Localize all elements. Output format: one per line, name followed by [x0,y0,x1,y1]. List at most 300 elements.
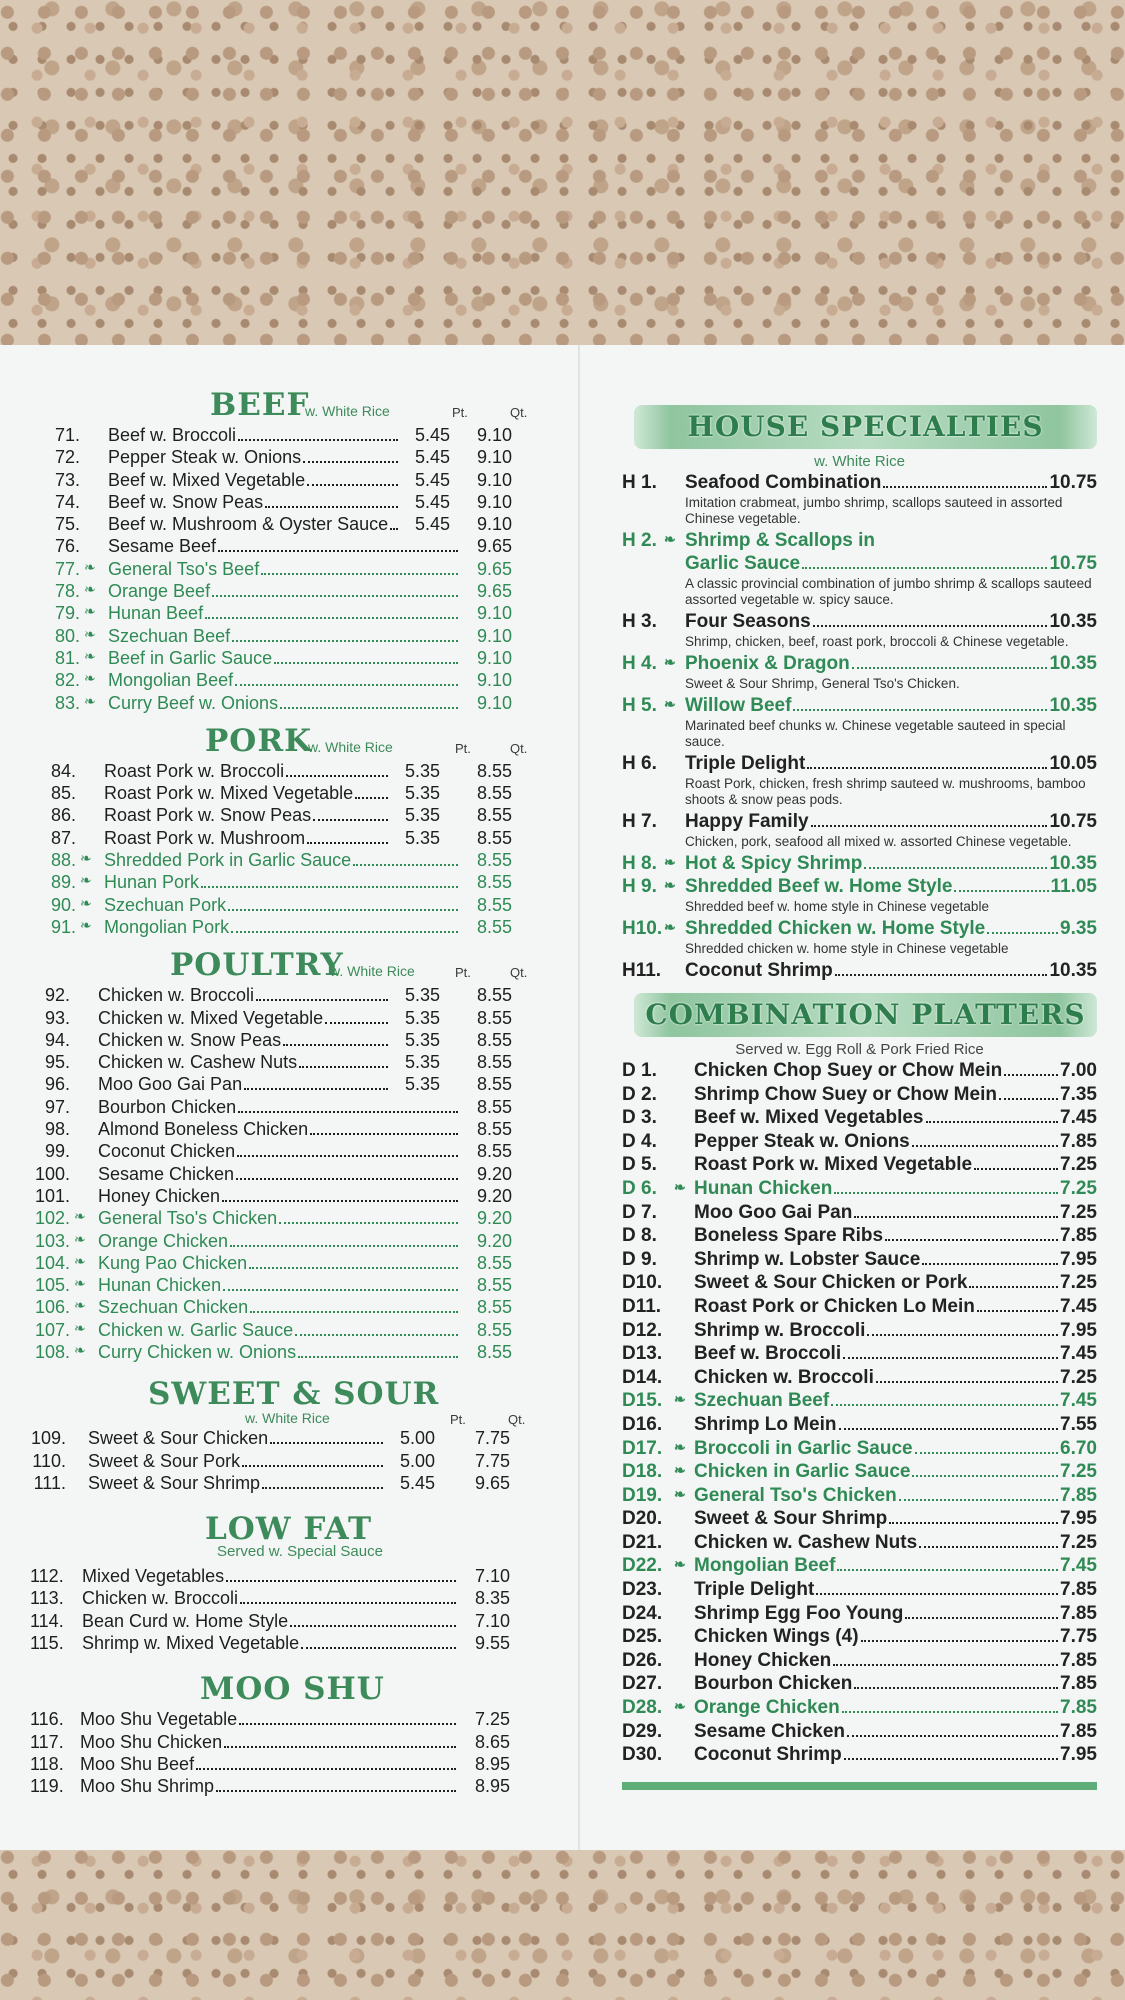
combo-item-row [622,1225,1097,1249]
qt-header: Qt. [510,405,528,420]
pepper-icon: ❧ [664,854,676,870]
combo-item-line [694,1060,1097,1082]
fold-line [578,345,580,1850]
menu-item-row [30,1566,550,1588]
item-name: Orange Chicken [98,1230,229,1251]
menu-item-row [30,850,550,872]
item-quart-price: 8.55 [476,872,512,893]
item-pint-price: 5.45 [414,469,450,490]
item-name-line [685,960,1097,983]
item-name: Sesame Beef [108,536,217,557]
item-pint-price: 5.35 [404,1074,440,1095]
item-pint-price: 5.35 [404,1007,440,1028]
menu-item-row [30,1588,550,1610]
combo-item-line [694,1296,1097,1318]
combo-item-row [622,1697,1097,1721]
item-name: Roast Pork w. Mixed Vegetable [104,783,354,804]
item-price: 7.00 [1060,1060,1097,1081]
item-quart-price: 8.55 [476,1119,512,1140]
item-quart-price: 8.55 [476,1096,512,1117]
dot-leader [834,1192,1058,1194]
item-number: 91. [50,916,76,937]
house-item-body [685,530,1097,608]
combo-item-row [622,1673,1097,1697]
pepper-icon: ❧ [80,850,92,867]
combo-banner [634,993,1097,1037]
dot-leader [390,528,398,530]
item-number: 80. [54,625,80,646]
item-description: Shredded beef w. home style in Chinese vegetable [685,899,989,914]
dot-leader [876,1381,1058,1383]
item-code: D28. [622,1697,663,1719]
dot-leader [926,1121,1059,1123]
dot-leader [299,1066,388,1068]
item-name-wrap [98,1008,390,1029]
item-pint-price: 5.35 [404,827,440,848]
item-quart-price: 9.65 [476,536,512,557]
item-number: 92. [44,985,70,1006]
item-code: D 5. [622,1154,657,1176]
item-name-line [685,811,1097,834]
item-code: H11. [622,960,662,981]
item-name: Roast Pork w. Broccoli [104,760,285,781]
combo-item-line [694,1650,1097,1672]
item-quart-price: 8.55 [476,1297,512,1318]
sweet-sour-list [30,1428,550,1495]
item-name: Chicken w. Garlic Sauce [98,1319,294,1340]
combo-subtitle: Served w. Egg Roll & Pork Fried Rice [735,1041,984,1058]
combo-item-line [694,1084,1097,1106]
item-quart-price: 8.55 [476,985,512,1006]
item-name: Szechuan Beef [694,1390,830,1412]
item-name: Coconut Chicken [98,1141,236,1162]
item-name: Mongolian Beef [694,1555,836,1577]
item-name-wrap [104,917,460,938]
dot-leader [280,707,458,709]
item-name-wrap [88,1473,385,1494]
item-name: Phoenix & Dragon [685,653,850,674]
item-price: 7.25 [1060,1461,1097,1483]
dot-leader [301,1647,456,1649]
menu-item-row [30,895,550,917]
item-name-line [685,753,1097,776]
combo-item-line [694,1555,1097,1577]
item-price: 7.25 [1060,1531,1097,1553]
house-item [622,960,1097,983]
item-price: 9.55 [474,1633,510,1654]
sweet-sour-header [30,1376,550,1413]
menu-sheet [0,345,1125,1850]
combo-section [622,993,1097,1790]
item-number: 94. [44,1029,70,1050]
item-price: 7.85 [1060,1649,1097,1671]
dot-leader [864,867,1047,869]
item-code: H 2. [622,530,657,551]
pepper-icon: ❧ [80,916,92,933]
pork-subtitle: w. White Rice [308,738,393,755]
item-name-line [685,876,1097,899]
item-number: 98. [44,1119,70,1140]
house-title: HOUSE SPECIALTIES [687,410,1044,443]
item-description: Sweet & Sour Shrimp, General Tso's Chicken. [685,676,960,691]
item-number: 109. [30,1428,66,1449]
poultry-section [30,945,550,1364]
item-description: Roast Pork, chicken, fresh shrimp sauteed w. mushrooms, bamboo shoots & snow peas pods. [685,776,1086,807]
item-description: Shrimp, chicken, beef, roast pork, broccoli & Chinese vegetable. [685,634,1069,649]
dot-leader [355,797,388,799]
menu-item-row [30,1709,550,1731]
item-name-wrap [98,1208,460,1229]
item-code: D20. [622,1508,663,1530]
combo-item-row [622,1131,1097,1155]
dot-leader [222,1200,458,1202]
combo-item-row [622,1060,1097,1084]
item-name: Hunan Chicken [694,1177,833,1199]
combo-item-row [622,1744,1097,1768]
dot-leader [854,1687,1058,1689]
item-name: Honey Chicken [694,1649,832,1671]
pepper-icon: ❧ [674,1438,686,1455]
combo-item-row [622,1343,1097,1367]
dot-leader [811,825,1048,827]
item-name: Chicken w. Broccoli [82,1588,239,1609]
item-code: D18. [622,1461,663,1483]
item-name: Shredded Beef w. Home Style [685,876,953,897]
item-price: 7.45 [1060,1107,1097,1129]
item-code: D24. [622,1602,663,1624]
item-name: Happy Family [685,811,809,832]
item-quart-price: 9.20 [476,1185,512,1206]
item-quart-price: 8.55 [476,760,512,781]
item-name-wrap [82,1611,458,1632]
beef-list [30,425,550,715]
dot-leader [1004,1074,1058,1076]
low-fat-header [30,1511,550,1548]
item-name: General Tso's Chicken [98,1208,278,1229]
dot-leader [237,1155,458,1157]
combo-item-line [694,1414,1097,1436]
item-price: 10.35 [1049,695,1097,716]
item-name-line [685,472,1097,495]
item-name: Szechuan Chicken [98,1297,249,1318]
item-pint-price: 5.45 [399,1472,435,1493]
item-code: H 8. [622,853,657,874]
item-name: Bean Curd w. Home Style [82,1610,289,1631]
dot-leader [885,1239,1058,1241]
dot-leader [816,1593,1058,1595]
item-number: 97. [44,1096,70,1117]
item-pint-price: 5.35 [404,1029,440,1050]
dot-leader [307,484,398,486]
pork-section [30,721,550,939]
item-price: 10.35 [1049,853,1097,874]
item-name: Triple Delight [694,1579,815,1601]
poultry-title: POULTRY [170,947,344,984]
item-name: Shrimp Chow Suey or Chow Mein [694,1083,997,1105]
item-code: D 3. [622,1107,657,1129]
house-item-body [685,918,1097,957]
item-name: Chicken Chop Suey or Chow Mein [694,1060,1003,1081]
item-number: 85. [50,783,76,804]
combo-item-line [694,1603,1097,1625]
item-name: Sweet & Sour Pork [88,1450,241,1471]
house-item-body [685,472,1097,527]
pepper-icon: ❧ [664,696,676,712]
item-price: 10.35 [1049,960,1097,981]
item-name: Shredded Chicken w. Home Style [685,918,986,939]
item-name: Bourbon Chicken [98,1096,237,1117]
item-number: 82. [54,670,80,691]
item-name: Orange Chicken [694,1697,840,1719]
combo-item-line [694,1697,1097,1719]
item-name: General Tso's Beef [108,558,260,579]
item-code: D21. [622,1531,663,1553]
combo-item-row [622,1107,1097,1131]
dot-leader [813,625,1048,627]
combo-item-row [622,1084,1097,1108]
item-description: Shredded chicken w. home style in Chinese vegetable [685,941,1009,956]
item-name: Chicken Wings (4) [694,1626,859,1648]
item-code: H 1. [622,472,657,493]
item-name: Almond Boneless Chicken [98,1119,309,1140]
pepper-icon: ❧ [664,531,676,547]
item-price: 7.55 [1060,1413,1097,1435]
item-name: Beef w. Mixed Vegetable [108,469,306,490]
item-name-wrap [80,1709,458,1730]
dot-leader [230,1245,458,1247]
combo-item-row [622,1650,1097,1674]
item-name: Chicken w. Broccoli [694,1366,874,1388]
dot-leader [238,439,398,441]
pepper-icon: ❧ [74,1208,86,1225]
item-pint-price: 5.00 [399,1428,435,1449]
combo-item-row [622,1154,1097,1178]
combo-item-row [622,1508,1097,1532]
item-code: D12. [622,1319,663,1341]
house-item [622,753,1097,808]
item-number: 106. [34,1297,70,1318]
item-quart-price: 9.65 [476,558,512,579]
item-price: 7.25 [1060,1366,1097,1388]
combo-item-line [694,1390,1097,1412]
item-price: 7.85 [1060,1579,1097,1601]
house-item [622,530,1097,608]
combo-item-line [694,1532,1097,1554]
low-fat-list [30,1566,550,1655]
dot-leader [912,1475,1058,1477]
combo-item-line [694,1673,1097,1695]
pepper-icon: ❧ [664,919,676,935]
item-code: D 6. [622,1177,657,1199]
dot-leader [977,1310,1058,1312]
item-quart-price: 8.55 [476,916,512,937]
beef-subtitle: w. White Rice [305,403,390,419]
item-name: Shrimp w. Lobster Sauce [694,1248,921,1270]
combo-item-row [622,1485,1097,1509]
dot-leader [833,1664,1058,1666]
house-item-body [685,811,1097,850]
dot-leader [999,1098,1058,1100]
combo-item-line [694,1461,1097,1483]
menu-item-row [30,1141,550,1163]
item-number: 102. [34,1208,70,1229]
item-quart-price: 8.55 [476,1341,512,1362]
item-name-line [685,611,1097,634]
item-quart-price: 8.55 [476,1007,512,1028]
item-number: 100. [34,1163,70,1184]
dot-leader [922,1263,1058,1265]
item-price: 10.75 [1049,811,1097,832]
item-quart-price: 8.55 [476,1141,512,1162]
pepper-icon: ❧ [80,894,92,911]
item-name: Shrimp w. Broccoli [694,1319,866,1341]
dot-leader [274,662,458,664]
item-number: 79. [54,603,80,624]
dot-leader [325,1022,388,1024]
item-number: 89. [50,872,76,893]
item-name: Coconut Shrimp [685,960,833,981]
item-name: Mixed Vegetables [82,1566,225,1587]
dot-leader [889,1522,1058,1524]
combo-item-row [622,1296,1097,1320]
menu-item-row [30,626,550,648]
menu-item-row [30,670,550,692]
item-price: 7.35 [1060,1083,1097,1105]
item-quart-price: 9.10 [476,514,512,535]
item-name-wrap [80,1732,458,1753]
menu-item-row [30,1008,550,1030]
item-name: Szechuan Pork [104,894,227,915]
item-number: 75. [54,514,80,535]
item-number: 103. [34,1230,70,1251]
low-fat-section [30,1511,550,1655]
item-price: 11.05 [1050,876,1097,897]
item-name: Willow Beef [685,695,792,716]
item-name: Broccoli in Garlic Sauce [694,1437,913,1459]
pepper-icon: ❧ [74,1319,86,1336]
dot-leader [793,709,1047,711]
combo-item-line [694,1343,1097,1365]
dot-leader [262,1487,383,1489]
item-quart-price: 9.10 [476,469,512,490]
dot-leader [249,1267,458,1269]
combo-item-line [694,1320,1097,1342]
item-name: Bourbon Chicken [694,1673,853,1695]
item-number: 119. [30,1776,64,1797]
item-name-line [685,853,1097,876]
dot-leader [226,1580,456,1582]
item-name-wrap [108,536,460,557]
combo-item-row [622,1202,1097,1226]
dot-leader [844,1758,1058,1760]
item-price: 7.10 [474,1566,510,1587]
item-name: Moo Shu Shrimp [80,1776,215,1797]
item-name: Moo Shu Chicken [80,1731,223,1752]
item-pint-price: 5.45 [414,491,450,512]
dot-leader [303,461,398,463]
house-item [622,611,1097,650]
item-price: 8.95 [474,1753,510,1774]
combo-item-line [694,1626,1097,1648]
item-code: D27. [622,1673,663,1695]
item-name: Hunan Chicken [98,1275,222,1296]
pt-header: Pt. [455,740,471,756]
item-code: D16. [622,1413,663,1435]
combo-item-row [622,1320,1097,1344]
item-name: Chicken w. Cashew Nuts [694,1531,918,1553]
item-number: 81. [54,647,80,668]
combo-item-row [622,1603,1097,1627]
item-name-wrap [98,1141,460,1162]
item-number: 107. [34,1319,70,1340]
pepper-icon: ❧ [84,647,96,664]
item-name: Chicken w. Cashew Nuts [98,1052,298,1073]
item-name: Mongolian Beef [108,670,234,691]
item-number: 96. [44,1074,70,1095]
dot-leader [867,1334,1058,1336]
menu-item-row [30,1186,550,1208]
menu-item-row [30,1732,550,1754]
item-number: 104. [34,1252,70,1273]
menu-item-row [30,1342,550,1364]
item-name-wrap [98,1253,460,1274]
pepper-icon: ❧ [674,1391,686,1408]
item-price: 7.95 [1060,1508,1097,1530]
sweet-sour-title: SWEET & SOUR [148,1376,440,1413]
house-item-body [685,960,1097,983]
item-name: Shrimp w. Mixed Vegetable [82,1633,300,1654]
item-pint-price: 5.35 [404,783,440,804]
house-item-body [685,695,1097,750]
item-name: Sweet & Sour Chicken or Pork [694,1272,968,1294]
dot-leader [861,1640,1059,1642]
item-code: D 2. [622,1083,657,1105]
item-number: 118. [30,1753,64,1774]
item-code: D19. [622,1484,663,1506]
dot-leader [313,819,388,821]
item-pint-price: 5.00 [399,1450,435,1471]
item-description: Marinated beef chunks w. Chinese vegetable sauteed in special sauce. [685,718,1066,749]
dot-leader [279,1222,458,1224]
pepper-icon: ❧ [74,1275,86,1292]
poultry-subtitle: w. White Rice [330,963,415,980]
combo-item-row [622,1579,1097,1603]
item-name-wrap [88,1428,385,1449]
combo-item-row [622,1414,1097,1438]
item-pint-price: 5.35 [404,985,440,1006]
dot-leader [205,617,458,619]
item-number: 105. [34,1275,70,1296]
item-price: 8.35 [474,1588,510,1609]
dot-leader [232,640,458,642]
item-pint-price: 5.45 [414,514,450,535]
item-number: 84. [50,760,76,781]
item-number: 73. [54,469,80,490]
pepper-icon: ❧ [84,603,96,620]
menu-item-row [30,470,550,492]
sweet-sour-subtitle: w. White Rice [245,1410,330,1427]
item-price: 7.85 [1060,1697,1097,1719]
poultry-header [30,945,550,985]
item-price: 7.85 [1060,1602,1097,1624]
item-quart-price: 8.55 [476,1319,512,1340]
combo-item-row [622,1461,1097,1485]
combo-item-line [694,1744,1097,1766]
combo-item-row [622,1367,1097,1391]
item-quart-price: 8.55 [476,1029,512,1050]
item-name-wrap [104,872,460,893]
pt-header: Pt. [452,405,468,420]
